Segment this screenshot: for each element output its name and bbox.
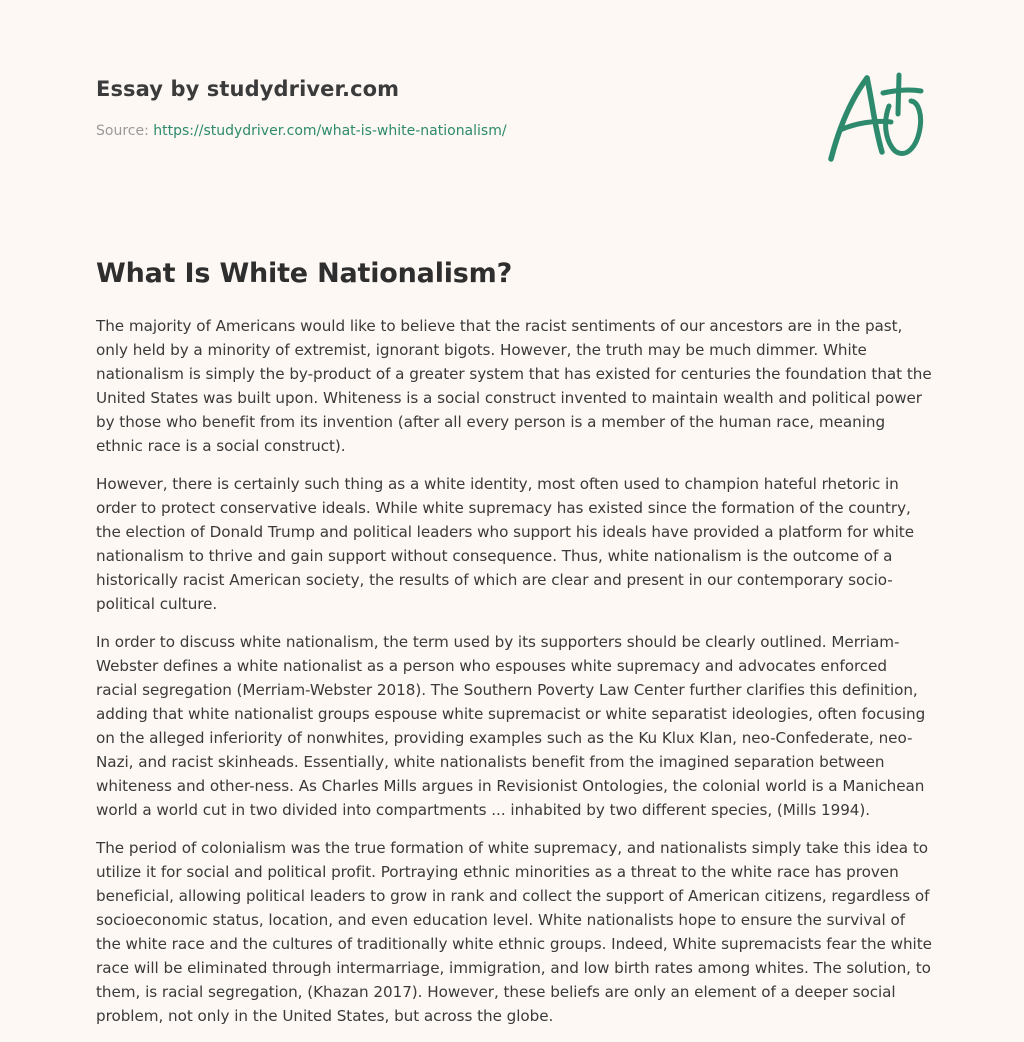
a-plus-logo xyxy=(822,66,932,166)
source-link[interactable]: https://studydriver.com/what-is-white-nationalism/ xyxy=(153,123,507,139)
source-label: Source: xyxy=(96,123,154,139)
brand-title: Essay by studydriver.com xyxy=(96,77,400,101)
article-paragraph: In order to discuss white nationalism, the term used by its supporters should be clearly outlined. Merriam-Webster defines a white nationalist as a person who espouses white supremacy and advocates enforced racial segregation (Merriam-Webster 2018). The Southern Poverty Law Center further clarifies this definition, adding that white nationalist groups espouse white supremacist or white separatist ideologies, often focusing on the alleged inferiority of nonwhites, providing examples such as the Ku Klux Klan, neo-Confederate, neo-Nazi, and racist skinheads. Essentially, white nationalists benefit from the imagined separation between whiteness and other-ness. As Charles Mills argues in Revisionist Ontologies, the colonial world is a Manichean world a world cut in two divided into compartments ... inhabited by two different species, (Mills 1994). xyxy=(96,633,926,819)
article-paragraph: However, there is certainly such thing as a white identity, most often used to champion hateful rhetoric in order to protect conservative ideals. While white supremacy has existed since the formation of the country, the election of Donald Trump and political leaders who support his ideals have provided a platform for white nationalism to thrive and gain support without consequence. Thus, white nationalism is the outcome of a historically racist American society, the results of which are clear and present in our contemporary socio-political culture. xyxy=(96,475,914,613)
article-paragraph: The majority of Americans would like to believe that the racist sentiments of our ancestors are in the past, only held by a minority of extremist, ignorant bigots. However, the truth may be much dimmer. White nationalism is simply the by-product of a greater system that has existed for centuries the foundation that the United States was built upon. Whiteness is a social construct invented to maintain wealth and political power by those who benefit from its invention (after all every person is a member of the human race, meaning ethnic race is a social construct). xyxy=(96,317,932,455)
article-title: What Is White Nationalism? xyxy=(96,258,513,289)
a-plus-logo-icon xyxy=(822,66,932,166)
source-line xyxy=(96,121,796,141)
article-paragraph: The period of colonialism was the true formation of white supremacy, and nationalists simply take this idea to utilize it for social and political profit. Portraying ethnic minorities as a threat to the white race has proven beneficial, allowing political leaders to grow in rank and collect the support of American citizens, regardless of socioeconomic status, location, and even education level. White nationalists hope to ensure the survival of the white race and the cultures of traditionally white ethnic groups. Indeed, White supremacists fear the white race will be eliminated through intermarriage, immigration, and low birth rates among whites. The solution, to them, is racial segregation, (Khazan 2017). However, these beliefs are only an element of a deeper social problem, not only in the United States, but across the globe. xyxy=(96,839,932,1025)
page-header xyxy=(96,74,796,141)
article-body xyxy=(96,314,932,1042)
